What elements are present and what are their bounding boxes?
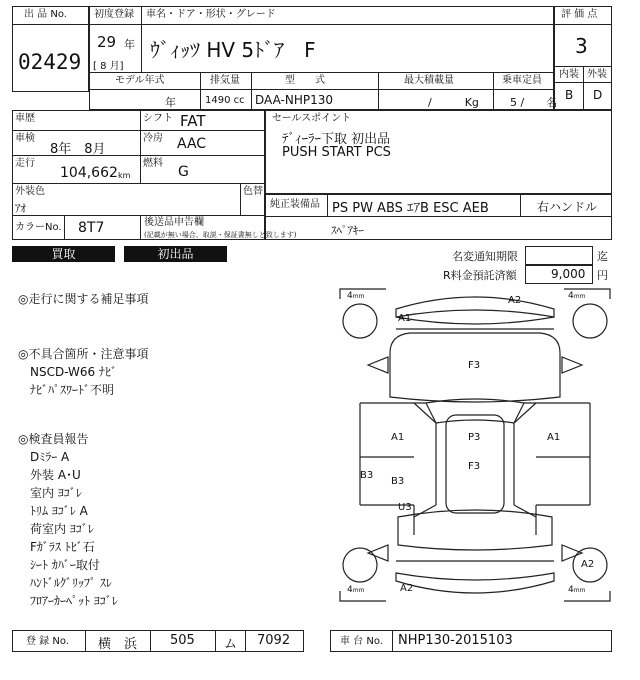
damage-mark: A1 <box>398 313 412 324</box>
registration-kana: ム <box>224 637 238 652</box>
score-label: 評 価 点 <box>561 9 598 20</box>
equipment-label: 純正装備品 <box>270 199 320 210</box>
max-load-value: / Kg <box>428 96 479 109</box>
capacity-label: 乗車定員 <box>502 75 542 86</box>
buy-badge: 買取 <box>12 246 115 262</box>
inspector-item: ﾄﾘﾑ ﾖｺﾞﾚ A <box>30 504 88 518</box>
type-label: 型 式 <box>285 75 325 86</box>
defects-section <box>18 345 148 399</box>
first-listing-badge: 初出品 <box>124 246 227 262</box>
interior-grade-label: 内装 <box>559 69 579 80</box>
sales-point-line-1: ﾃﾞｨｰﾗｰ下取 初出品 <box>282 132 391 147</box>
shift-value: FAT <box>180 112 206 130</box>
chassis-number: NHP130-2015103 <box>398 633 513 648</box>
fuel-label: 燃料 <box>143 158 163 169</box>
defects-title: ◎不具合箇所・注意事項 <box>18 347 149 361</box>
fuel-value: G <box>178 164 189 180</box>
inspection-value: 8年 8月 <box>50 142 106 157</box>
mileage-value: 104,662 <box>60 165 118 181</box>
first-registration-label: 初度登録 <box>94 9 134 20</box>
damage-mark: F3 <box>468 461 481 472</box>
registration-number-label: 登 録 No. <box>26 636 69 647</box>
car-name-label: 車名・ドア・形状・グレード <box>146 9 276 20</box>
lot-number-label: 出 品 No. <box>24 9 67 20</box>
damage-mark: F3 <box>468 360 481 371</box>
tire-depth-front-left: 4mm <box>347 291 365 301</box>
exterior-grade-label: 外装 <box>587 69 607 80</box>
supplement-title: ◎走行に関する補足事項 <box>18 292 149 306</box>
color-value: ｱｵ <box>15 202 26 215</box>
ac-label: 冷房 <box>143 133 163 144</box>
tire-depth-rear-left: 4mm <box>347 585 365 595</box>
capacity-value: 5 / 名 <box>510 96 558 109</box>
damage-mark: U3 <box>398 502 412 513</box>
registration-month: [ 8 月] <box>93 61 124 72</box>
color-number: 8T7 <box>78 220 105 236</box>
name-change-deadline-suffix: 迄 <box>597 250 608 263</box>
recycle-fee-value: 9,000 <box>551 267 586 281</box>
inspector-item: ｼｰﾄ ｶﾊﾞｰ取付 <box>30 558 100 572</box>
exterior-grade: D <box>593 88 603 102</box>
inspector-item: 室内 ﾖｺﾞﾚ <box>30 486 82 500</box>
damage-mark: B3 <box>391 476 405 487</box>
damage-mark: A2 <box>400 583 414 594</box>
model-year-value: 年 <box>165 96 176 109</box>
aftermarket-label: 後送品申告欄 <box>144 217 204 228</box>
registration-class: 505 <box>170 633 195 648</box>
max-load-label: 最大積載量 <box>404 75 454 86</box>
mileage-label: 走行 <box>15 158 35 169</box>
score-value: 3 <box>575 34 588 58</box>
inspection-label: 車検 <box>15 133 35 144</box>
model-year-label: モデル年式 <box>115 75 165 86</box>
lot-number: 02429 <box>18 50 82 74</box>
damage-mark: P3 <box>468 432 481 443</box>
mileage-unit: km <box>118 171 131 180</box>
tire-depth-front-right: 4mm <box>568 291 586 301</box>
recycle-fee-unit: 円 <box>597 269 608 282</box>
registration-year-unit: 年 <box>124 38 135 51</box>
inspector-item: Fｶﾞﾗｽ ﾄﾋﾞ石 <box>30 540 95 554</box>
inspector-item: Dﾐﾗｰ A <box>30 450 70 464</box>
registration-year: 29 <box>97 33 117 51</box>
color-label: 外装色 <box>15 186 45 197</box>
inspector-title: ◎検査員報告 <box>18 432 89 446</box>
defect-item: NSCD-W66 ﾅﾋﾞ <box>30 365 118 379</box>
chassis-number-label: 車 台 No. <box>340 636 383 647</box>
aftermarket-value: ｽﾍﾟｱｷｰ <box>331 224 364 237</box>
inspector-item: 外装 A･U <box>30 468 81 482</box>
interior-grade: B <box>565 88 574 102</box>
type-value: DAA-NHP130 <box>255 93 333 107</box>
name-change-deadline-label: 名変通知期限 <box>452 250 518 263</box>
damage-mark: A1 <box>391 432 405 443</box>
shift-label: シフト <box>143 113 173 124</box>
equipment-value: PS PW ABS ｴｱB ESC AEB <box>332 201 489 216</box>
car-damage-diagram <box>338 287 612 603</box>
displacement-label: 排気量 <box>210 75 240 86</box>
sales-point-line-2: PUSH START PCS <box>282 145 391 160</box>
registration-area: 横 浜 <box>98 637 138 652</box>
damage-mark: A1 <box>547 432 561 443</box>
steering-side: 右ハンドル <box>537 200 598 214</box>
recycle-fee-label: R料金預託済額 <box>443 269 517 282</box>
inspector-section <box>18 430 118 610</box>
tire-depth-rear-right: 4mm <box>568 585 586 595</box>
notes-section <box>18 290 148 308</box>
color-change-label: 色替 <box>243 186 263 197</box>
damage-mark: A2 <box>581 559 595 570</box>
inspector-item: 荷室内 ﾖｺﾞﾚ <box>30 522 94 536</box>
history-label: 車歴 <box>15 113 35 124</box>
ac-value: AAC <box>177 136 207 152</box>
sales-point-label: セールスポイント <box>272 113 352 124</box>
displacement-value: 1490 cc <box>205 95 245 106</box>
registration-number: 7092 <box>257 633 291 648</box>
name-change-deadline-field <box>525 246 593 265</box>
damage-mark: B3 <box>360 470 374 481</box>
inspector-item: ﾌﾛｱｰｶｰﾍﾟｯﾄ ﾖｺﾞﾚ <box>30 594 118 608</box>
inspector-item: ﾊﾝﾄﾞﾙｸﾞﾘｯﾌﾟ ｽﾚ <box>30 576 112 590</box>
damage-mark: A2 <box>508 295 522 306</box>
defect-item: ﾅﾋﾞﾊﾟｽﾜｰﾄﾞ不明 <box>30 383 115 397</box>
car-name: ｳﾞｨｯﾂ HV 5ﾄﾞｱ F <box>150 38 316 62</box>
color-number-label: カラーNo. <box>15 222 62 233</box>
aftermarket-note: (記載が無い場合、取説・保証書無しと致します) <box>144 231 297 239</box>
